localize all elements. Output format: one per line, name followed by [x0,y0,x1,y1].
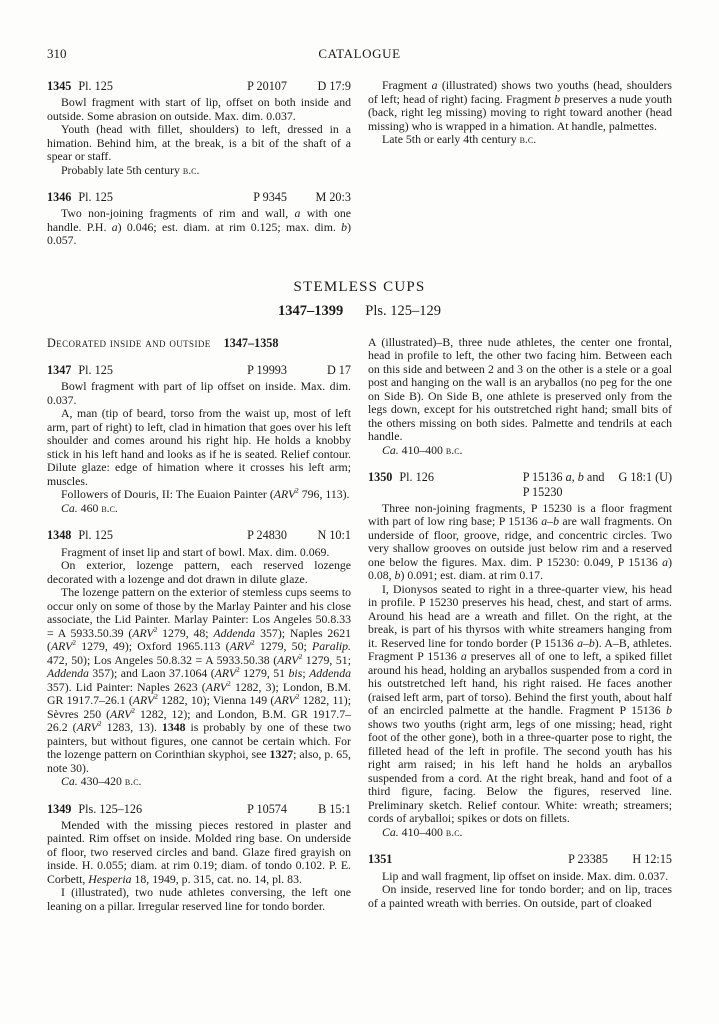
entry-number: 1347 [47,363,72,378]
subsection-heading [47,336,351,350]
entry-header [368,852,672,866]
entry-header [47,528,351,542]
section-heading [47,279,672,320]
date-line: Ca. 430–420 b.c. [61,774,142,789]
date-line: Late 5th or early 4th century b.c. [382,132,537,146]
grid-reference: H 12:15 [632,852,672,867]
entry-header [47,363,351,377]
entry-paragraph: Lip and wall fragment, lip offset on inside. Max. dim. 0.037. [382,868,669,883]
entry-1351 [368,852,672,910]
right-column-top [368,79,672,147]
subsection-label: Decorated inside and outside [47,335,211,350]
subsection-range: 1347–1358 [223,335,279,350]
entry-header [47,190,351,204]
grid-reference: G 18:1 (U) [618,470,672,485]
entry-1345 [47,79,351,177]
page-header [47,46,672,62]
plate-reference: Pl. 125 [78,363,113,378]
inventory-number: P 23385 [568,852,608,867]
entry-paragraph: I, Dionysos seated to right in a three-quarter view, his head in profile. P 15230 preserves his head, chest, and start of arms. Around his head are a wreath and fillet. On the right, at the break, is part of his thyrsos with white streamers hanging from it. Reserved line for tondo border (P 15136 a–b). A–B, athletes. Fragment P 15136 a preserves all of one to left, a spiked fillet around his head, holding an aryballos suspended from a cord in his outstretched left hand, his right raised. He faces another (raised left arm, part of torso). Behind the first youth, about half of an encircled palmette at the handle. Fragment P 15136 b shows two youths (right arm, legs of one missing; head, right foot of the other gone), both in a three-quarter pose to right, the filleted head of the left in profile. The second youth has his right arm raised; in his left hand he holds an aryballos suspended from a cord. At the right break, hand and foot of a third figure, facing. Below the figures, reserved line. Preliminary sketch. Relief contour. White: wreath; streamers; cords of aryballoi; spikes or dots on fillets. [368,581,672,826]
grid-reference: N 10:1 [317,528,351,543]
entry-continuation-paragraph: Fragment a (illustrated) shows two youths (head, shoulders of left; head of right) facing. Fragment b preserves a nude youth (back, right leg missing) moving to right toward another (head missing) who is wrapped in a himation. At handle, palmettes. [368,78,672,133]
plate-reference: Pls. 125–126 [78,801,143,816]
entry-1348 [47,528,351,788]
grid-reference: M 20:3 [315,190,351,205]
entry-paragraph: On exterior, lozenge pattern, each reserved lozenge decorated with a lozenge and dot drawn in dilute glaze. [47,558,351,586]
inventory-number: P 20107 [247,79,287,93]
date-line: Ca. 410–400 b.c. [382,824,463,839]
comparanda-paragraph: The lozenge pattern on the exterior of stemless cups seems to occur only on some of those by the Marlay Painter and his close associate, the Lid Painter. Marlay Painter: Los Angeles 50.8.33 = A 5933.50.39 (ARV$^2$ 1279, 48; Addenda 357); Naples 2621 (ARV$^2$ 1279, 49); Oxford 1965.113 (ARV$^2$ 1279, 50; Paralip. 472, 50); Los Angeles 50.8.32 = A 5933.50.38 (ARV$^2$ 1279, 51; Addenda 357); and Laon 37.1064 (ARV$^2$ 1279, 51 bis; Addenda 357). Lid Painter: Naples 2623 (ARV$^2$ 1282, 3); London, B.M. GR 1917.7–26.1 (ARV$^2$ 1282, 10); Vienna 149 (ARV$^2$ 1282, 11); Sèvres 250 (ARV$^2$ 1282, 12); and London, B.M. GR 1917.7–26.2 (ARV$^2$ 1283, 13). 1348 is probably by one of these two painters, but without figures, one cannot be certain which. For the lozenge pattern on Corinthian skyphoi, see 1327; also, p. 65, note 30). [47,585,352,775]
entry-paragraph: Youth (head with fillet, shoulders) to left, dressed in a himation. Behind him, at the break, is a bit of the shaft of a spear or staff. [47,122,351,164]
entry-header [368,470,672,498]
entry-paragraph: Fragment of inset lip and start of bowl. Max. dim. 0.069. [61,544,330,559]
bottom-columns [47,336,672,913]
entry-number: 1346 [47,190,72,205]
inventory-number: P 10574 [247,801,287,816]
entry-number: 1348 [47,528,72,543]
inventory-number: P 9345 [253,190,287,205]
entry-1350 [368,470,672,839]
top-columns [47,79,672,248]
entry-paragraph: Mended with the missing pieces restored in plaster and painted. Rim offset on inside. Molded ring base. On underside of floor, two reserved circles and band. Glaze fired grayish on inside. H. 0.055; diam. at rim 0.19; diam. of tondo 0.102. P. E. Corbett, Hesperia 18, 1949, p. 315, cat. no. 14, pl. 83. [47,817,351,886]
entry-paragraph: I (illustrated), two nude athletes conversing, the left one leaning on a pillar. Irregular reserved line for tondo border. [47,885,351,913]
grid-reference: B 15:1 [318,801,351,816]
plate-reference: Pl. 125 [78,79,113,93]
date-line: Probably late 5th century b.c. [61,162,200,177]
inventory-number: P 24830 [247,528,287,543]
entry-number: 1350 [368,470,393,485]
section-range: 1347–1399 [278,302,344,319]
entry-number: 1345 [47,79,72,93]
entry-paragraph: Two non-joining fragments of rim and wall, a with one handle. P.H. a) 0.046; est. diam. at rim 0.125; max. dim. b) 0.057. [47,206,351,248]
date-line: Ca. 460 b.c. [61,500,118,515]
entry-paragraph: Three non-joining fragments, P 15230 is a floor fragment with part of low ring base; P 15136 a–b are wall fragments. On underside of floor, groove, ridge, and concentric circles. Two very shallow grooves on outside just below rim and a reserved one below the figures. Max. dim. P 15230: 0.049, P 15136 a) 0.08, b) 0.091; est. diam. at rim 0.17. [368,500,672,583]
entry-number: 1349 [47,801,72,816]
entry-1347 [47,363,351,515]
entry-paragraph: Bowl fragment with start of lip, offset on both inside and outside. Some abrasion on outside. Max. dim. 0.037. [47,95,351,123]
entry-continuation-paragraph: A (illustrated)–B, three nude athletes, the center one frontal, head in profile to left, the other two facing him. Between each on this side and between 2 and 3 on the other is a stele or a goal post and hanging on the wall is an aryballos (no peg for the one on Side B). On Side B, one athlete is preserved only from the legs down, except for his outstretched right hand; small bits of the others missing on both sides. Palmette and tendrils at each handle. [368,334,672,444]
grid-reference: D 17 [326,363,351,378]
left-column-top [47,79,351,248]
inventory-line: P 15136 a, b and [522,470,605,485]
entry-paragraph: A, man (tip of beard, torso from the waist up, most of left arm, part of right) to left, clad in himation that goes over his left shoulder and comes around his right hip. He holds a knobby stick in his left hand and looks as if he is seated. Relief contour. Dilute glaze: edge of himation where it crosses his left arm; muscles. [47,406,351,488]
date-line: Ca. 410–400 b.c. [382,442,463,457]
entry-1346 [47,190,351,248]
entry-paragraph: On inside, reserved line for tondo border; and on lip, traces of a painted wreath with berries. On outside, part of cloaked [368,882,672,910]
running-head: CATALOGUE [318,46,401,61]
right-column-bottom [368,336,672,910]
entry-header [47,79,351,93]
attribution-paragraph: Followers of Douris, II: The Euaion Painter (ARV$^2$ 796, 113). [61,486,350,502]
page-number: 310 [47,46,67,61]
grid-reference: D 17:9 [317,79,351,93]
plate-reference: Pl. 125 [78,190,113,205]
entry-header [47,802,351,816]
left-column-bottom [47,336,351,913]
entry-paragraph: Bowl fragment with part of lip offset on inside. Max. dim. 0.037. [47,379,351,407]
inventory-line: P 15230 [522,484,563,499]
inventory-number [523,470,605,498]
section-title: STEMLESS CUPS [293,278,426,295]
entry-number: 1351 [368,852,393,867]
plate-reference: Pl. 125 [78,528,113,543]
inventory-number: P 19993 [247,363,287,378]
section-range-line [47,303,672,320]
entry-1349 [47,802,351,914]
section-plates: Pls. 125–129 [365,302,441,319]
plate-reference: Pl. 126 [399,470,434,485]
